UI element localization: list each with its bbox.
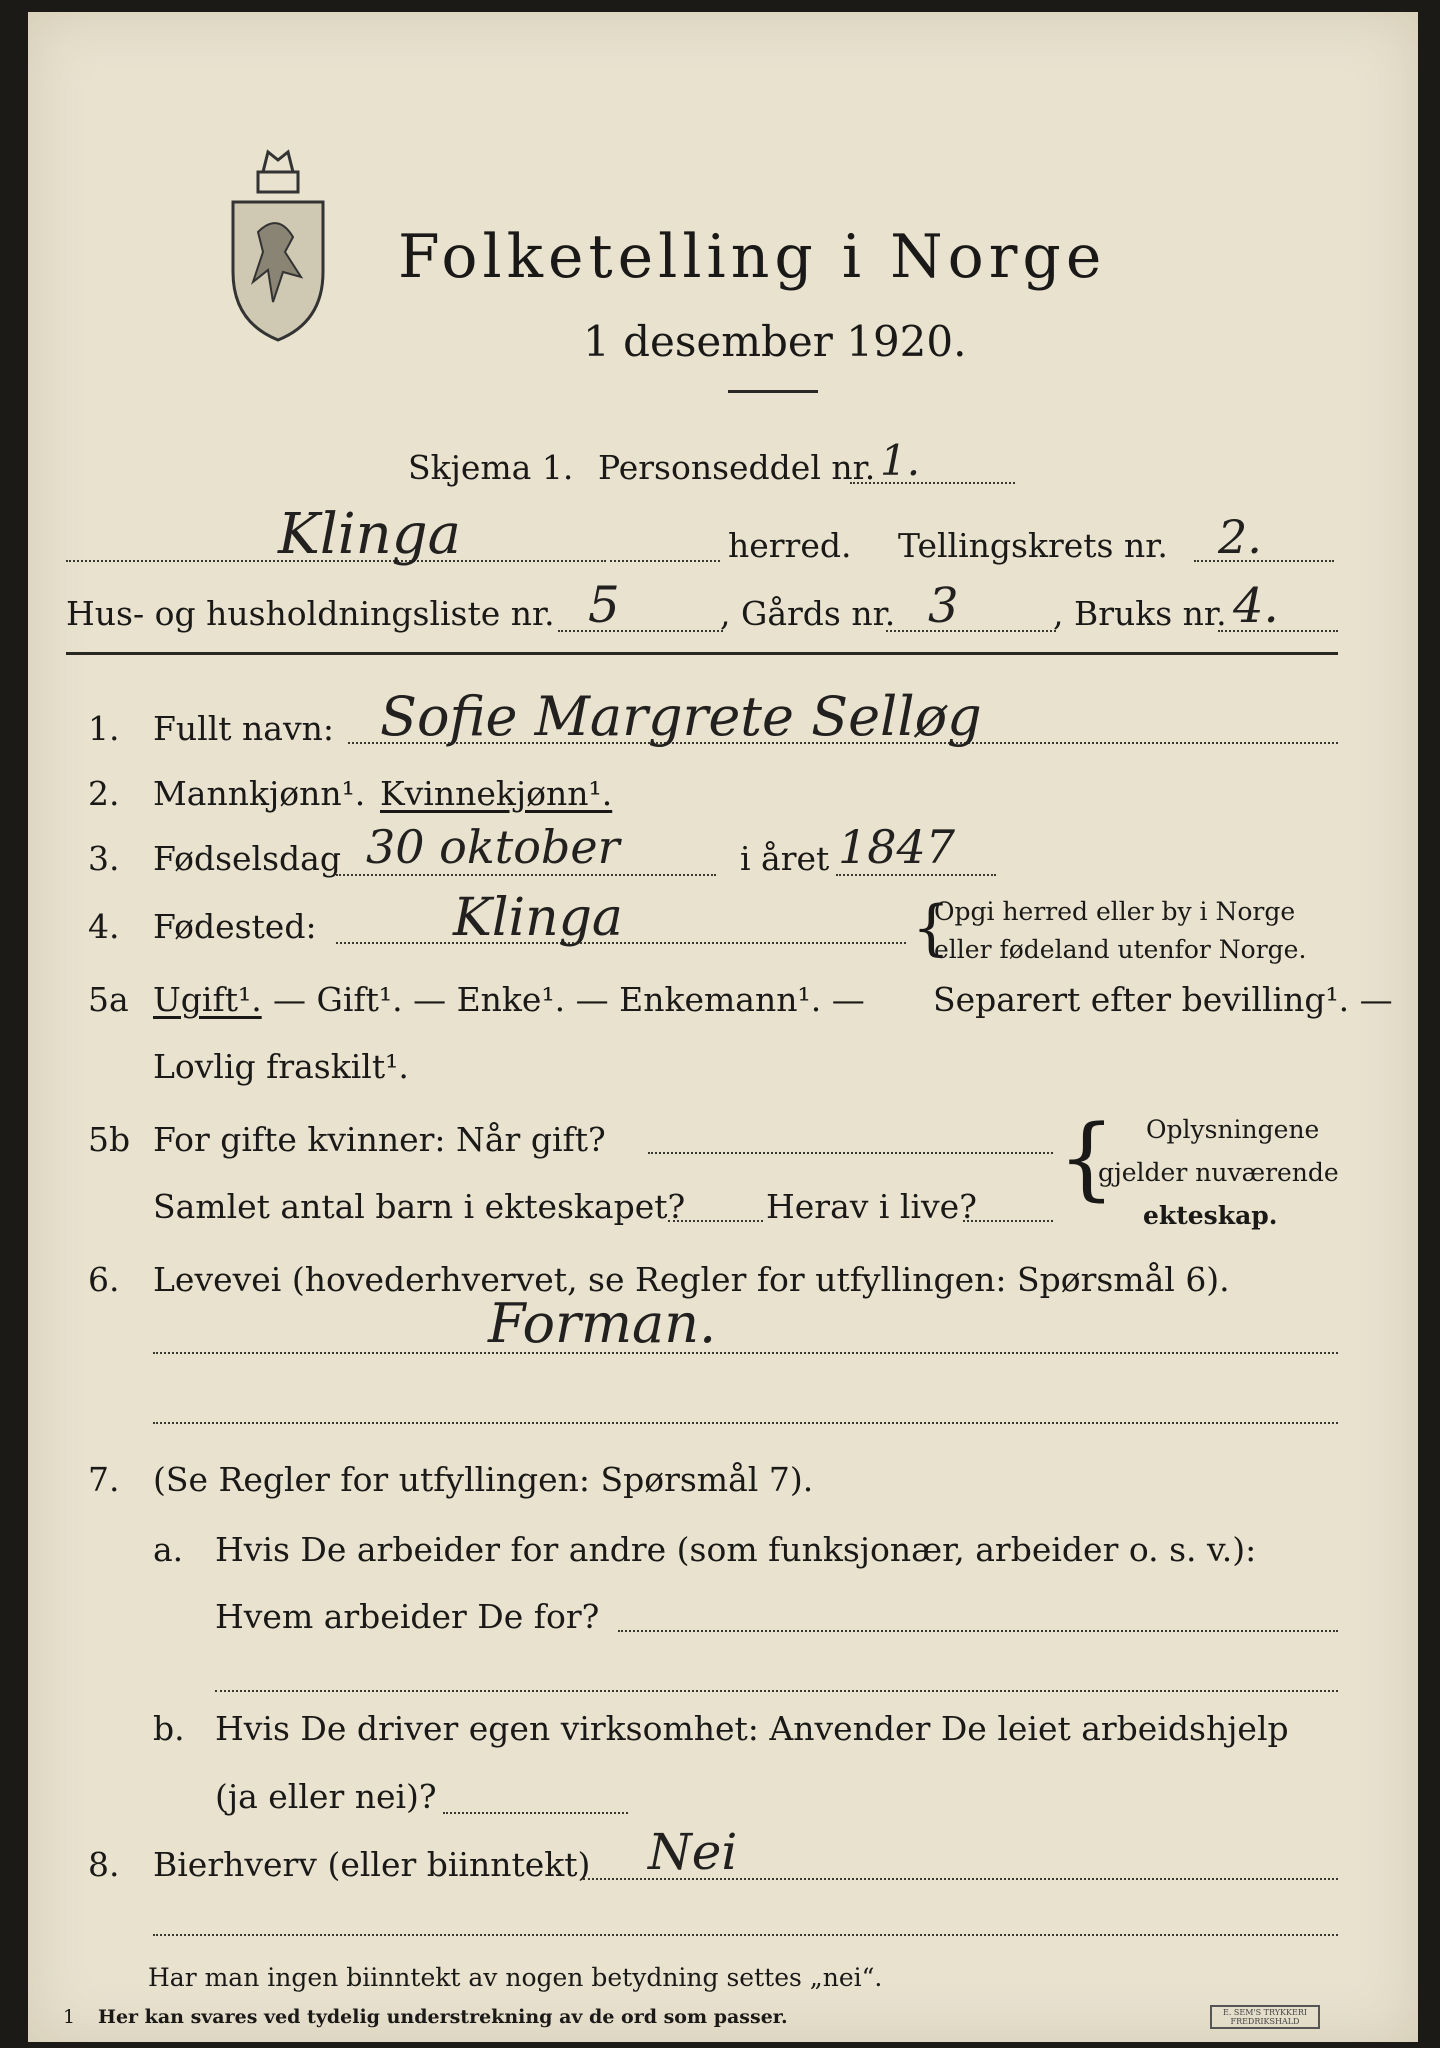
q5a-separert: Separert efter bevilling¹. —: [933, 980, 1393, 1019]
q4-label: Fødested:: [153, 907, 317, 946]
q1-label: Fullt navn:: [153, 709, 334, 748]
tellingskrets-line: [1194, 560, 1334, 562]
herred-line-2: [610, 560, 720, 562]
q5b-line2: Samlet antal barn i ekteskapet?: [153, 1187, 686, 1226]
personseddel-line: [850, 482, 1015, 484]
herred-label: herred.: [728, 526, 852, 565]
q5b-number: 5b: [88, 1120, 131, 1159]
q7b-line: [443, 1812, 628, 1814]
q3-value: 30 oktober: [366, 820, 620, 874]
stamp-line2: FREDRIKSHALD: [1230, 2017, 1300, 2026]
q5a-ugift: Ugift¹.: [153, 980, 262, 1019]
title-rule: [728, 390, 818, 393]
q5b-note2: gjelder nuværende: [1098, 1158, 1339, 1187]
q2-number: 2.: [88, 774, 120, 813]
q7a-letter: a.: [153, 1530, 184, 1569]
q8-line-2: [153, 1934, 1338, 1936]
hus-label: Hus- og husholdningsliste nr.: [66, 594, 555, 633]
q4-note-brace: {: [912, 893, 951, 963]
printer-stamp: [1210, 2005, 1320, 2029]
hus-line: [558, 630, 723, 632]
q7b-text: Hvis De driver egen virksomhet: Anvender De leiet arbeidshjelp: [215, 1709, 1289, 1748]
q2-kvinne: Kvinnekjønn¹.: [380, 774, 613, 813]
q3-year: 1847: [838, 820, 956, 874]
q3-year-line: [836, 874, 996, 876]
hus-value: 5: [588, 576, 620, 634]
census-date: 1 desember 1920.: [583, 317, 967, 366]
gards-line: [886, 630, 1056, 632]
q5b-barn-line: [668, 1220, 763, 1222]
q7-number: 7.: [88, 1460, 120, 1499]
q5b-note-brace: {: [1058, 1106, 1116, 1211]
coat-of-arms-icon: [223, 142, 333, 342]
q4-value: Klinga: [453, 888, 623, 948]
q7b-letter: b.: [153, 1709, 185, 1748]
q6-value: Forman.: [488, 1292, 717, 1355]
q7a-question: Hvem arbeider De for?: [215, 1597, 600, 1636]
q1-number: 1.: [88, 709, 120, 748]
bruks-value: 4.: [1233, 578, 1279, 634]
q5a-options: — Gift¹. — Enke¹. — Enkemann¹. —: [273, 980, 865, 1019]
skjema-label: Skjema 1.: [408, 448, 574, 487]
q7-label: (Se Regler for utfyllingen: Spørsmål 7).: [153, 1460, 814, 1499]
q5a-fraskilt: Lovlig fraskilt¹.: [153, 1047, 409, 1086]
personseddel-value: 1.: [880, 436, 921, 485]
footer-note: Har man ingen biinntekt av nogen betydning settes „nei“.: [148, 1963, 883, 1992]
q3-line: [336, 874, 716, 876]
page-title: Folketelling i Norge: [398, 222, 1107, 292]
q5b-gift-line: [648, 1152, 1053, 1154]
stamp-line1: E. SEM'S TRYKKERI: [1222, 2008, 1308, 2017]
footnote-text: Her kan svares ved tydelig understrekning av de ord som passer.: [98, 2006, 788, 2028]
personseddel-label: Personseddel nr.: [598, 448, 876, 487]
q7a-line-2: [215, 1690, 1338, 1692]
q5b-note3: ekteskap.: [1143, 1201, 1278, 1230]
footnote-number: 1: [63, 2006, 76, 2028]
q8-number: 8.: [88, 1845, 120, 1884]
q7b-question: (ja eller nei)?: [215, 1777, 437, 1816]
q8-label: Bierhverv (eller biinntekt): [153, 1845, 591, 1884]
q6-number: 6.: [88, 1260, 120, 1299]
q4-note-line2: eller fødeland utenfor Norge.: [934, 935, 1307, 964]
q6-line-1: [153, 1352, 1338, 1354]
gards-label: , Gårds nr.: [720, 594, 896, 633]
q2-mann: Mannkjønn¹.: [153, 774, 366, 813]
q3-aaret-label: i året: [740, 839, 830, 878]
q8-value: Nei: [648, 1823, 738, 1881]
herred-value: Klinga: [278, 502, 461, 567]
q5a-number: 5a: [88, 980, 129, 1019]
q6-label: Levevei (hovederhvervet, se Regler for utfyllingen: Spørsmål 6).: [153, 1260, 1230, 1299]
q5b-note1: Oplysningene: [1146, 1115, 1320, 1144]
q7a-text: Hvis De arbeider for andre (som funksjonær, arbeider o. s. v.):: [215, 1530, 1257, 1569]
q3-number: 3.: [88, 839, 120, 878]
tellingskrets-label: Tellingskrets nr.: [898, 526, 1168, 565]
gards-value: 3: [928, 578, 959, 634]
q3-label: Fødselsdag: [153, 839, 341, 878]
bruks-label: , Bruks nr.: [1053, 594, 1227, 633]
q5b-herav: Herav i live?: [766, 1187, 977, 1226]
q7a-line-1: [618, 1630, 1338, 1632]
q1-value: Sofie Margrete Selløg: [380, 685, 982, 748]
header-divider: [66, 652, 1338, 655]
q4-note-line1: Opgi herred eller by i Norge: [934, 897, 1296, 926]
tellingskrets-value: 2.: [1218, 510, 1262, 564]
q5b-herav-line: [963, 1220, 1053, 1222]
q5b-line1: For gifte kvinner: Når gift?: [153, 1120, 606, 1159]
q6-line-2: [153, 1422, 1338, 1424]
census-form: [28, 12, 1418, 2042]
q4-number: 4.: [88, 907, 120, 946]
